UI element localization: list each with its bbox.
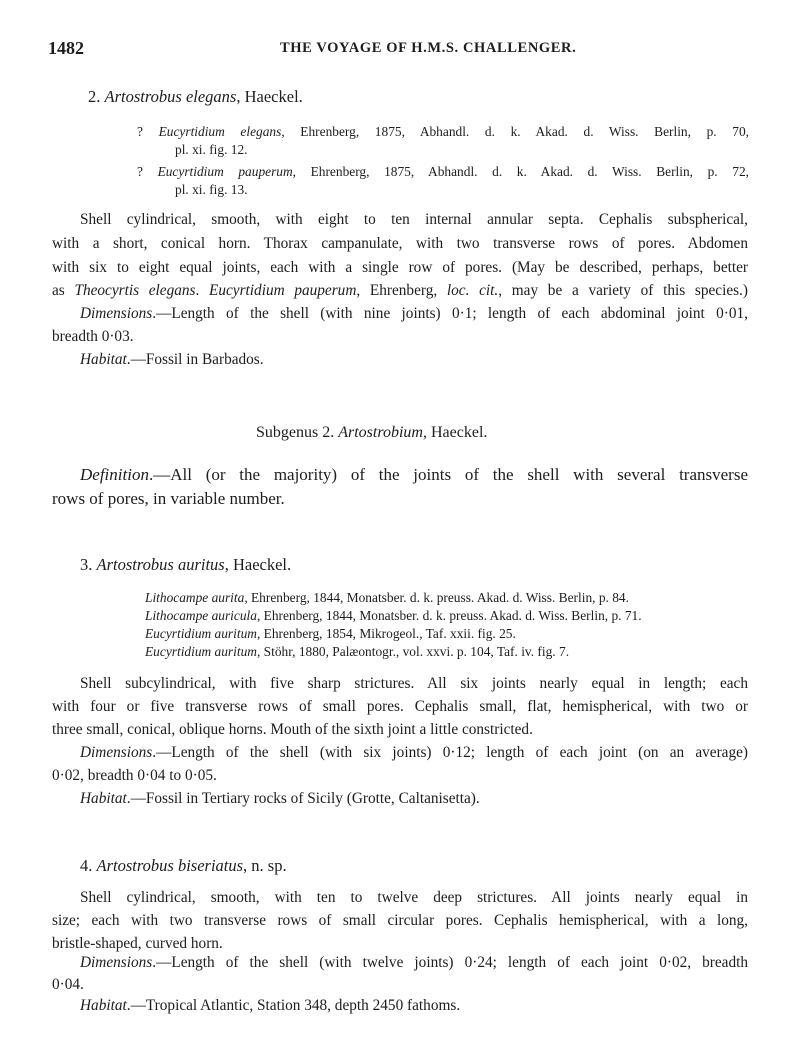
dimensions-label: Dimensions xyxy=(80,744,153,761)
query-mark: ? xyxy=(137,164,143,179)
running-title: THE VOYAGE OF H.M.S. CHALLENGER. xyxy=(280,40,577,56)
subgenus-name: Artostrobium xyxy=(338,424,423,441)
habitat-label: Habitat xyxy=(80,790,127,807)
description-line: three small, conical, oblique horns. Mouth of the sixth joint a little constricted. xyxy=(52,721,533,738)
page-number: 1482 xyxy=(48,38,84,58)
habitat-line: Habitat.—Fossil in Tertiary rocks of Sicily (Grotte, Caltanisetta). xyxy=(80,790,480,807)
synonym-name: Eucyrtidium auritum xyxy=(145,626,257,641)
species-4-heading xyxy=(80,858,287,875)
synonym-name: Eucyrtidium auritum xyxy=(145,644,257,659)
synonym-citation: , Stöhr, 1880, Palæontogr., vol. xxvi. p. 104, Taf. iv. fig. 7. xyxy=(256,644,570,659)
habitat-label: Habitat xyxy=(80,997,127,1014)
species-name: Artostrobus biseriatus xyxy=(96,856,244,875)
subgenus-heading: Subgenus 2. Artostrobium, Haeckel. xyxy=(256,424,488,441)
description-line: size; each with two transverse rows of small circular pores. Cephalis hemispherical, with a long, xyxy=(52,912,748,929)
species-author: , Haeckel. xyxy=(224,555,292,574)
species-author: , Haeckel. xyxy=(236,87,303,106)
synonym-citation-cont: pl. xi. fig. 12. xyxy=(175,142,248,157)
definition-line: Definition.—All (or the majority) of the joints of the shell with several transverse xyxy=(80,465,748,484)
taxon-name: Eucyrtidium pauperum xyxy=(209,282,357,299)
species-number: 2. xyxy=(88,87,101,106)
description-line: bristle-shaped, curved horn. xyxy=(52,935,223,952)
dimensions-line: Dimensions.—Length of the shell (with six joints) 0·12; length of each joint (on an average) xyxy=(80,744,748,761)
synonym-entry xyxy=(137,165,749,178)
synonym-entry xyxy=(145,645,569,658)
synonym-name: Lithocampe aurita xyxy=(145,590,245,605)
synonym-entry xyxy=(145,591,629,604)
species-2-heading xyxy=(88,89,303,106)
synonym-name: Lithocampe auricula xyxy=(145,608,257,623)
taxon-name: Theocyrtis elegans xyxy=(74,282,196,299)
dimensions-label: Dimensions xyxy=(80,954,153,971)
species-number: 3. xyxy=(80,555,93,574)
page-header xyxy=(48,38,758,62)
species-name: Artostrobus elegans xyxy=(104,87,237,106)
description-line: with four or five transverse rows of small pores. Cephalis small, flat, hemispherical, with two or xyxy=(52,698,748,715)
definition-label: Definition xyxy=(80,465,149,484)
definition-cont: rows of pores, in variable number. xyxy=(52,489,285,508)
dimensions-cont: 0·02, breadth 0·04 to 0·05. xyxy=(52,767,217,784)
dimensions-line: Dimensions.—Length of the shell (with twelve joints) 0·24; length of each joint 0·02, breadth xyxy=(80,954,748,971)
synonym-citation: , Ehrenberg, 1875, Abhandl. d. k. Akad. d. Wiss. Berlin, p. 72, xyxy=(292,164,749,179)
synonym-entry xyxy=(137,125,749,138)
species-name: Artostrobus auritus xyxy=(96,555,225,574)
description-line: as Theocyrtis elegans. Eucyrtidium pauperum, Ehrenberg, loc. cit., may be a variety of this species.) xyxy=(52,282,748,299)
synonym-name: Eucyrtidium pauperum xyxy=(157,164,293,179)
citation-abbrev: loc. cit. xyxy=(446,282,499,299)
habitat-line: Habitat.—Fossil in Barbados. xyxy=(80,351,264,368)
description-line: with a short, conical horn. Thorax campanulate, with two transverse rows of pores. Abdomen xyxy=(52,235,748,252)
dimensions-cont: 0·04. xyxy=(52,976,84,993)
query-mark: ? xyxy=(137,124,143,139)
synonym-citation: , Ehrenberg, 1844, Monatsber. d. k. preuss. Akad. d. Wiss. Berlin, p. 71. xyxy=(256,608,642,623)
description-line: Shell subcylindrical, with five sharp strictures. All six joints nearly equal in length; each xyxy=(80,675,748,692)
species-number: 4. xyxy=(80,856,93,875)
synonym-name: Eucyrtidium elegans xyxy=(158,124,282,139)
synonym-entry xyxy=(145,609,642,622)
description-line: Shell cylindrical, smooth, with eight to ten internal annular septa. Cephalis subspherical, xyxy=(80,211,748,228)
synonym-entry xyxy=(145,627,516,640)
dimensions-label: Dimensions xyxy=(80,305,153,322)
description-line: with six to eight equal joints, each with a single row of pores. (May be described, perhaps, better xyxy=(52,259,748,276)
description-line: Shell cylindrical, smooth, with ten to twelve deep strictures. All joints nearly equal in xyxy=(80,889,748,906)
synonym-citation: , Ehrenberg, 1854, Mikrogeol., Taf. xxii. fig. 25. xyxy=(256,626,516,641)
synonym-citation: , Ehrenberg, 1844, Monatsber. d. k. preuss. Akad. d. Wiss. Berlin, p. 84. xyxy=(244,590,629,605)
species-author: , n. sp. xyxy=(243,856,287,875)
synonym-citation: , Ehrenberg, 1875, Abhandl. d. k. Akad. d. Wiss. Berlin, p. 70, xyxy=(281,124,749,139)
synonym-citation-cont: pl. xi. fig. 13. xyxy=(175,182,248,197)
habitat-label: Habitat xyxy=(80,351,127,368)
species-3-heading xyxy=(80,557,291,574)
dimensions-cont: breadth 0·03. xyxy=(52,328,134,345)
habitat-line: Habitat.—Tropical Atlantic, Station 348, depth 2450 fathoms. xyxy=(80,997,461,1014)
dimensions-line: Dimensions.—Length of the shell (with nine joints) 0·1; length of each abdominal joint 0·01, xyxy=(80,305,748,322)
